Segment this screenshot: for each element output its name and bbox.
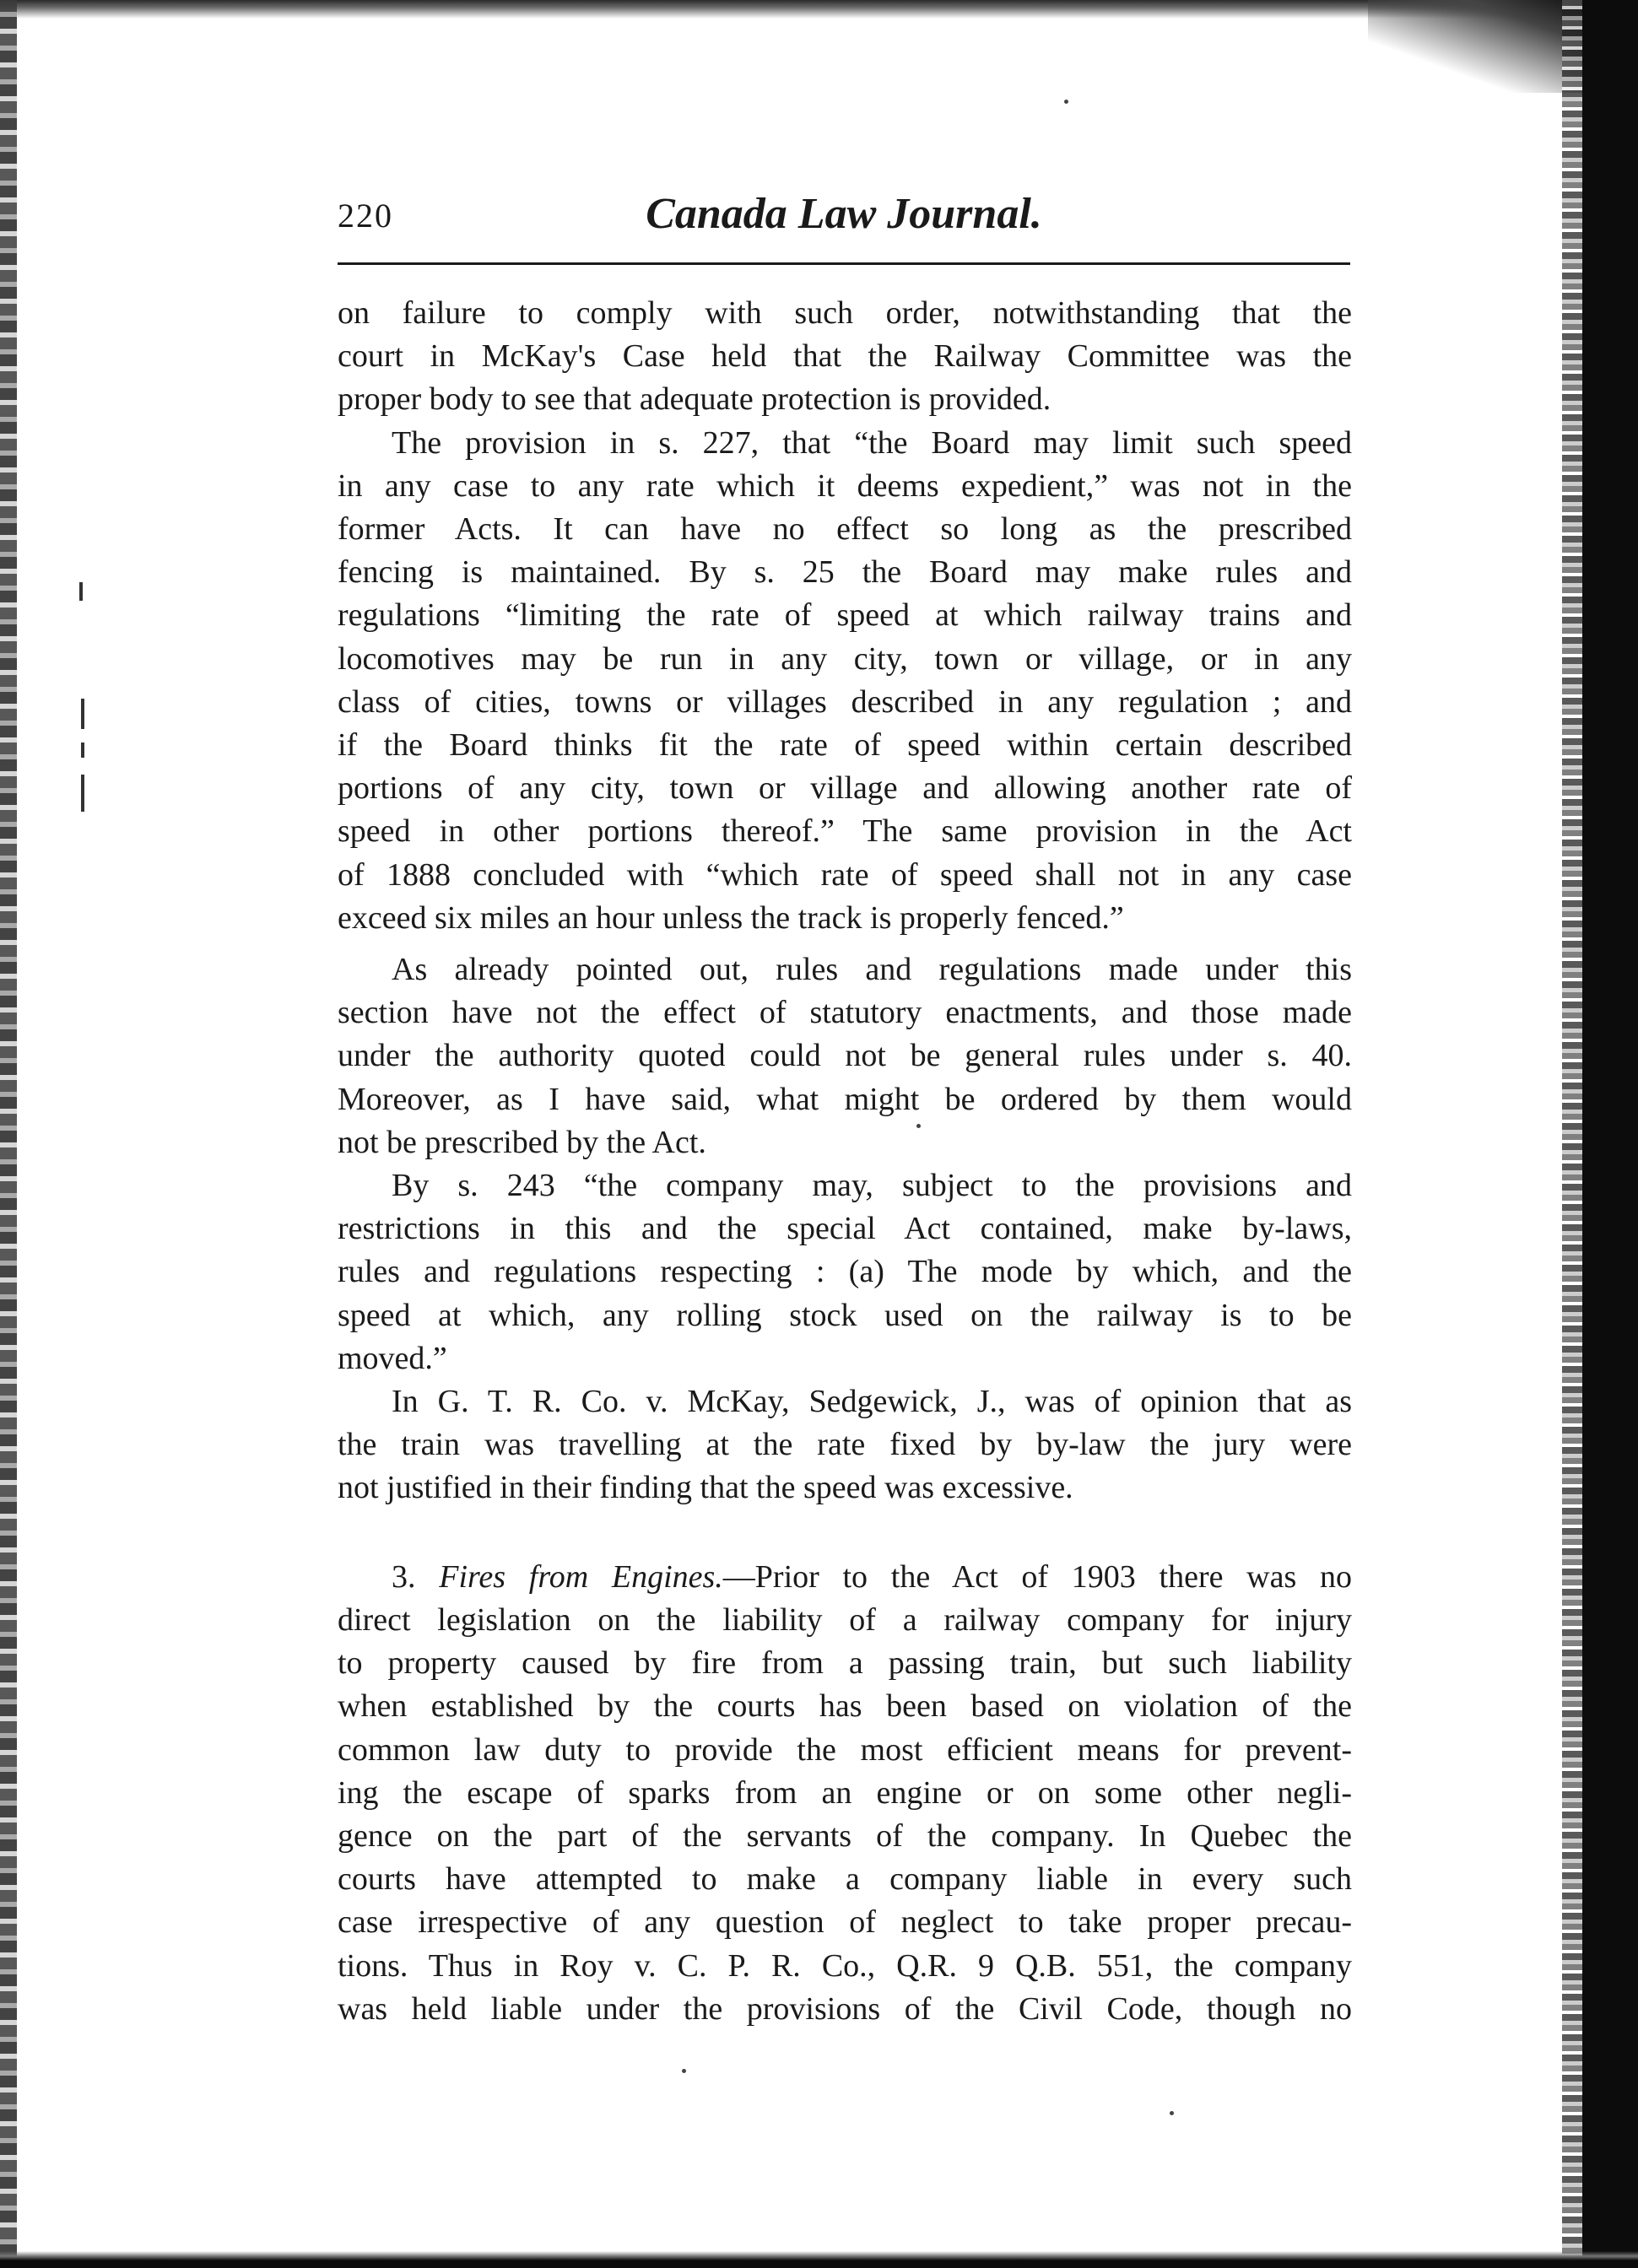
text-line: portions of any city, town or village and allowing another rate of: [338, 770, 1352, 807]
text-line: case irrespective of any question of neglect to take proper precau-: [338, 1904, 1352, 1941]
paragraph: [338, 1164, 1352, 1380]
paragraph: [338, 948, 1352, 1164]
scan-edge-bottom: [0, 2251, 1638, 2268]
text-line: The provision in s. 227, that “the Board may limit such speed: [392, 424, 1352, 461]
text-line: speed at which, any rolling stock used on the railway is to be: [338, 1297, 1352, 1333]
scan-edge-left: [0, 0, 17, 2268]
text-line: restrictions in this and the special Act contained, make by-laws,: [338, 1211, 1352, 1247]
text-line: locomotives may be run in any city, town or village, or in any: [338, 640, 1352, 677]
text-line: in any case to any rate which it deems expedient,” was not in the: [338, 467, 1352, 504]
scan-speck: [682, 2069, 686, 2073]
scan-speck: [1170, 2111, 1174, 2115]
scan-edge-right: [1582, 0, 1638, 2268]
text-line: the train was travelling at the rate fixed by by-law the jury were: [338, 1427, 1352, 1463]
margin-mark: [81, 699, 84, 729]
text-line: courts have attempted to make a company liable in every such: [338, 1861, 1352, 1898]
text-line: exceed six miles an hour unless the track is properly fenced.”: [338, 899, 1124, 936]
text-line-tail: —Prior to the Act of 1903 there was no: [722, 1558, 1353, 1595]
text-line: direct legislation on the liability of a railway company for injury: [338, 1601, 1352, 1638]
margin-mark: [79, 582, 83, 601]
text-line: when established by the courts has been based on violation of the: [338, 1688, 1352, 1725]
text-line: Moreover, as I have said, what might be ordered by them would: [338, 1081, 1352, 1117]
text-line: By s. 243 “the company may, subject to the provisions and: [392, 1168, 1352, 1204]
text-line: common law duty to provide the most efficient means for prevent-: [338, 1731, 1352, 1768]
text-line: class of cities, towns or villages described in any regulation ; and: [338, 683, 1352, 720]
text-line: In G. T. R. Co. v. McKay, Sedgewick, J., was of opinion that as: [392, 1384, 1352, 1420]
text-line: fencing is maintained. By s. 25 the Board may make rules and: [338, 554, 1352, 591]
running-title: Canada Law Journal.: [646, 190, 1042, 238]
section-heading: Fires from Engines.: [439, 1558, 723, 1595]
paragraph: [338, 422, 1352, 940]
text-line: moved.”: [338, 1340, 447, 1376]
text-line: gence on the part of the servants of the company. In Quebec the: [338, 1817, 1352, 1854]
scan-edge-right-ragged: [1562, 0, 1582, 2268]
text-line: As already pointed out, rules and regulations made under this: [392, 952, 1352, 988]
text-line: not be prescribed by the Act.: [338, 1124, 706, 1160]
text-line: regulations “limiting the rate of speed at which railway trains and: [338, 597, 1352, 634]
text-line: on failure to comply with such order, notwithstanding that the: [338, 295, 1352, 331]
text-line: was held liable under the provisions of the Civil Code, though no: [338, 1990, 1352, 2027]
scan-corner-shadow: [1368, 0, 1587, 93]
text-line: tions. Thus in Roy v. C. P. R. Co., Q.R. 9 Q.B. 551, the company: [338, 1947, 1352, 1984]
body-text: [338, 292, 1352, 2031]
text-line: [338, 1556, 1352, 1599]
scan-speck: [1064, 100, 1068, 104]
text-line: section have not the effect of statutory enactments, and those made: [338, 995, 1352, 1031]
text-line: speed in other portions thereof.” The same provision in the Act: [338, 813, 1352, 850]
text-line: ing the escape of sparks from an engine or on some other negli-: [338, 1774, 1352, 1811]
header-rule: [338, 262, 1350, 265]
margin-mark: [81, 742, 84, 758]
text-line: court in McKay's Case held that the Railway Committee was the: [338, 338, 1352, 375]
page-number: 220: [338, 197, 393, 235]
text-line: under the authority quoted could not be general rules under s. 40.: [338, 1038, 1352, 1074]
text-line: to property caused by fire from a passing train, but such liability: [338, 1645, 1352, 1682]
text-line: former Acts. It can have no effect so long as the prescribed: [338, 511, 1352, 548]
section-paragraph: [338, 1556, 1352, 2031]
text-line: if the Board thinks fit the rate of speed within certain described: [338, 727, 1352, 764]
text-line: proper body to see that adequate protection is provided.: [338, 381, 1051, 418]
section-number: 3.: [392, 1558, 416, 1595]
paragraph: [338, 1380, 1352, 1510]
margin-mark: [81, 775, 84, 812]
text-line: rules and regulations respecting : (a) The mode by which, and the: [338, 1254, 1352, 1290]
paragraph: [338, 292, 1352, 422]
text-line: of 1888 concluded with “which rate of speed shall not in any case: [338, 856, 1352, 893]
running-header: [338, 190, 1350, 245]
text-line: not justified in their finding that the speed was excessive.: [338, 1470, 1073, 1506]
